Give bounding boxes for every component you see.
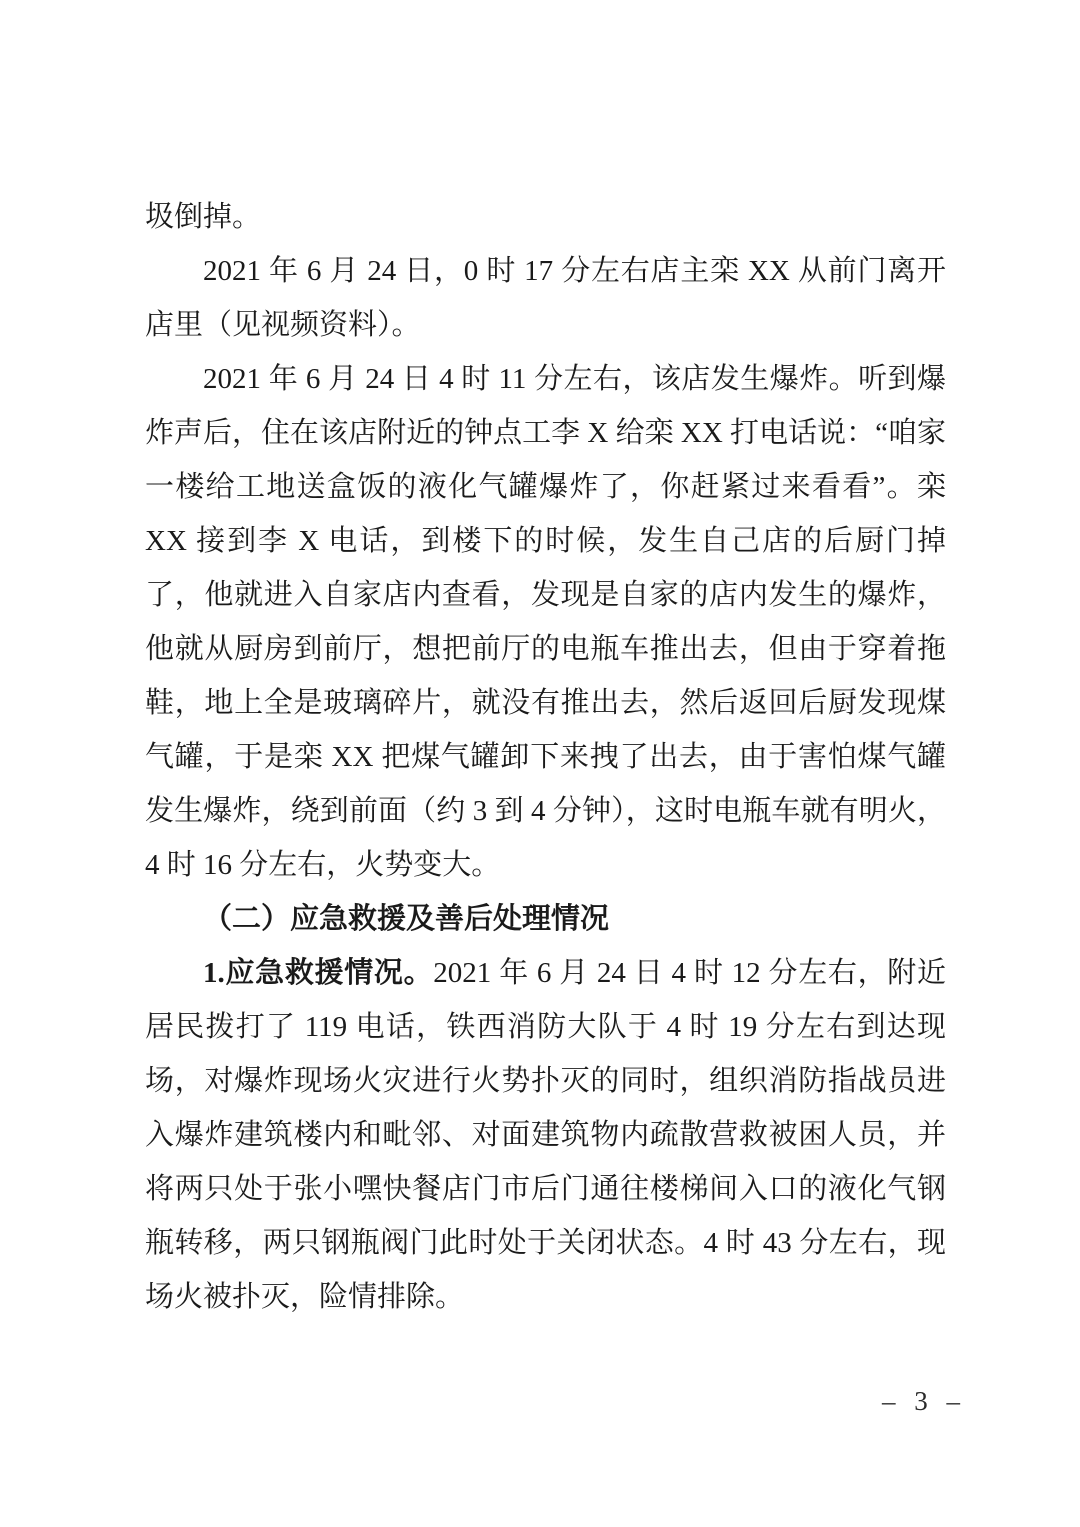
page-number: – 3 – [882, 1386, 960, 1416]
paragraph-text: 2021 年 6 月 24 日 4 时 12 分左右，附近居民拨打了 119 电话，铁西消防大队于 4 时 19 分左右到达现场，对爆炸现场火灾进行火势扑灭的同时，组织消防指战员进入爆炸建筑楼内和毗邻、对面建筑物内疏散营救被困人员，并将两只处于张小嘿快餐店门市后门通往楼梯间入口的液化气钢瓶转移，两只钢瓶阀门此时处于关闭状态。4 时 43 分左右，现场火被扑灭，险情排除。 [145, 957, 946, 1313]
paragraph-owner-leaves: 2021 年 6 月 24 日，0 时 17 分左右店主栾 XX 从前门离开店里（见视频资料）。 [145, 255, 946, 341]
paragraph-continuation: 圾倒掉。 [145, 201, 262, 233]
paragraph-explosion-account: 2021 年 6 月 24 日 4 时 11 分左右，该店发生爆炸。听到爆炸声后，住在该店附近的钟点工李 X 给栾 XX 打电话说：“咱家一楼给工地送盒饭的液化气罐爆炸了，你赶紧过来看看”。栾 XX 接到李 X 电话，到楼下的时候，发生自己店的后厨门掉了，他就进入自家店内查看，发现是自家的店内发生的爆炸，他就从厨房到前厅，想把前厅的电瓶车推出去，但由于穿着拖鞋，地上全是玻璃碎片，就没有推出去，然后返回后厨发现煤气罐，于是栾 XX 把煤气罐卸下来拽了出去，由于害怕煤气罐发生爆炸，绕到前面（约 3 到 4 分钟），这时电瓶车就有明火，4 时 16 分左右，火势变大。 [145, 363, 946, 881]
numbered-subheading: 1.应急救援情况。 [203, 957, 434, 989]
paragraph-emergency-rescue [145, 946, 946, 1324]
section-heading: （二）应急救援及善后处理情况 [203, 903, 610, 935]
document-body [145, 190, 946, 1324]
